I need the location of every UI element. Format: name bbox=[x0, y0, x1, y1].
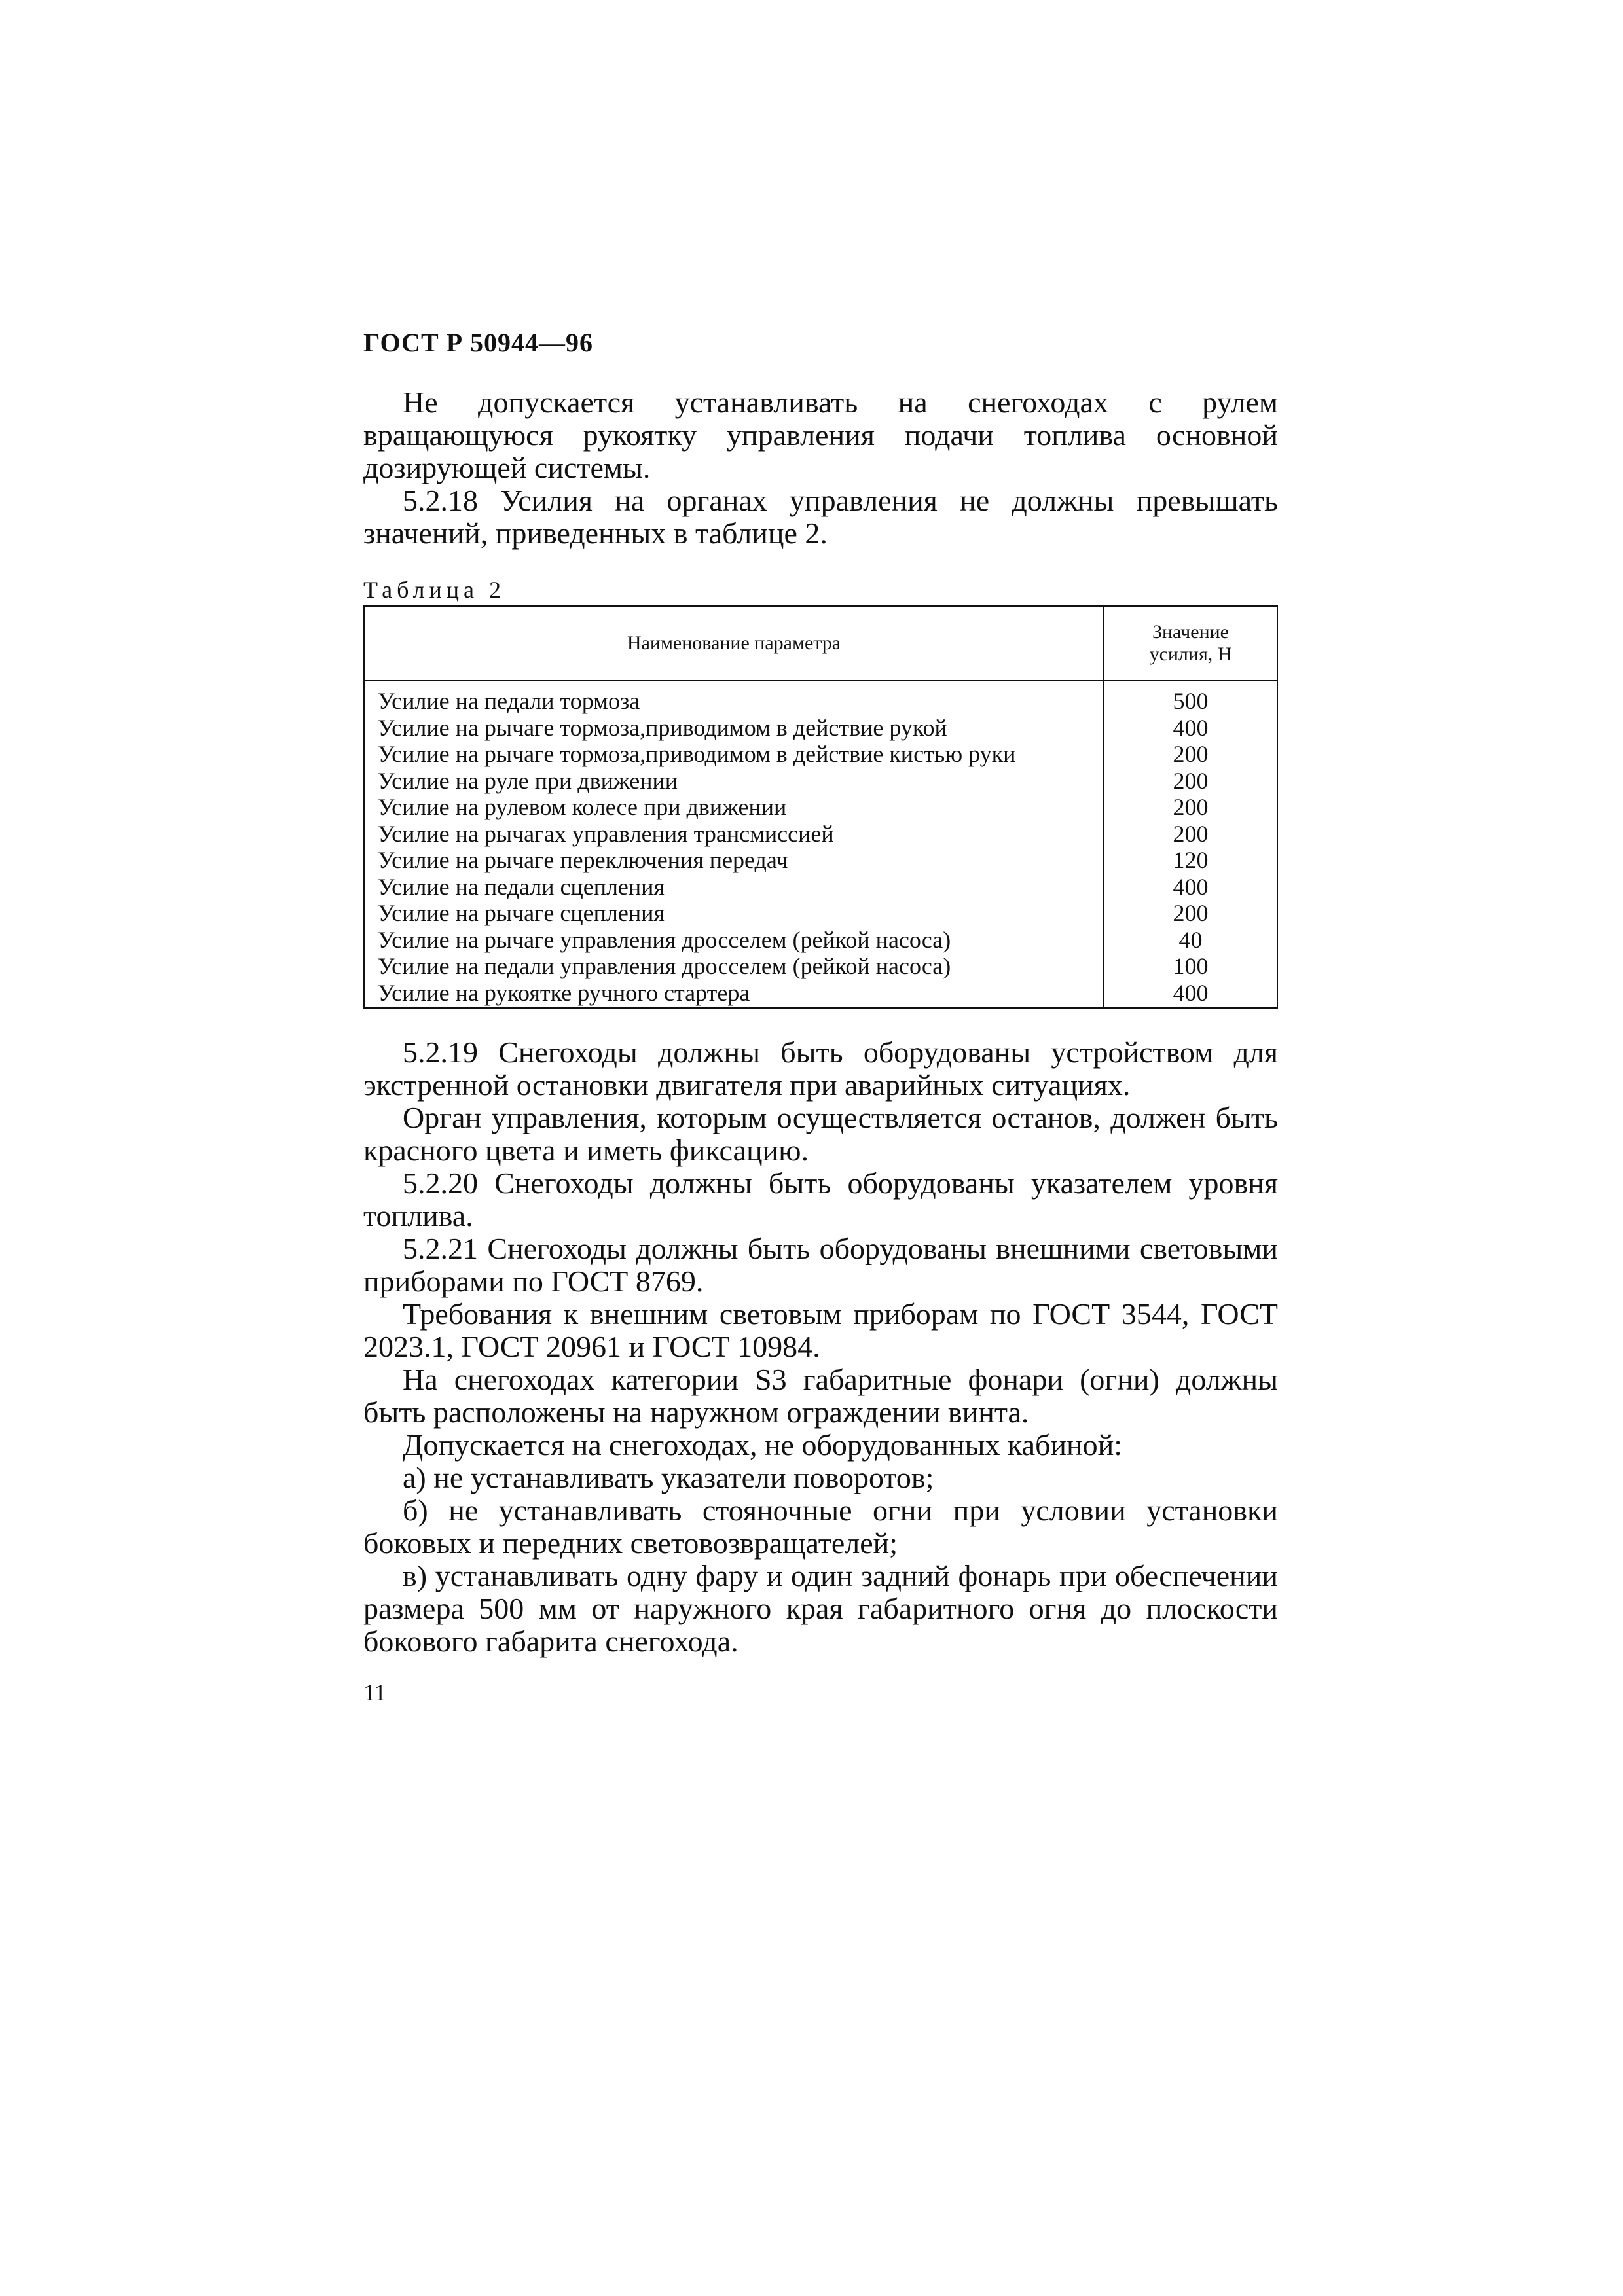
table-cell-name: Усилие на рукоятке ручного стартера bbox=[378, 979, 750, 1006]
list-item: б) не устанавливать стояночные огни при условии установки боковых и передних световозвращателей; bbox=[363, 1494, 1278, 1560]
column-header-value-line1: Значение bbox=[1152, 621, 1229, 643]
table-cell-value: 200 bbox=[1173, 820, 1209, 847]
list-item: а) не устанавливать указатели поворотов; bbox=[403, 1461, 934, 1494]
column-header-value-line2: усилия, Н bbox=[1149, 643, 1232, 665]
table-cell-name: Усилие на педали тормоза bbox=[378, 688, 640, 714]
page-number: 11 bbox=[363, 1679, 386, 1706]
table-cell-name: Усилие на рычаге сцепления bbox=[378, 900, 665, 926]
table-cell-value: 400 bbox=[1173, 714, 1209, 741]
table-cell-value: 100 bbox=[1173, 953, 1209, 979]
table-cell-value: 40 bbox=[1178, 926, 1203, 953]
table-cell-name: Усилие на рычаге тормоза,приводимом в действие рукой bbox=[378, 714, 947, 741]
paragraph: 5.2.21 Снегоходы должны быть оборудованы внешними световыми приборами по ГОСТ 8769. bbox=[363, 1232, 1278, 1298]
list-item: в) устанавливать одну фару и один задний фонарь при обеспечении размера 500 мм от наружного края габаритного огня до плоскости бокового габарита снегохода. bbox=[363, 1559, 1278, 1658]
column-header-parameter: Наименование параметра bbox=[365, 607, 1104, 680]
body-text bbox=[363, 1036, 1278, 1658]
table-cell-value: 500 bbox=[1173, 688, 1209, 714]
paragraph: 5.2.19 Снегоходы должны быть оборудованы устройством для экстренной остановки двигателя при аварийных ситуациях. bbox=[363, 1035, 1278, 1102]
paragraph: Допускается на снегоходах, не оборудованных кабиной: bbox=[403, 1428, 1123, 1462]
paragraph: Орган управления, которым осуществляется останов, должен быть красного цвета и иметь фиксацию. bbox=[363, 1101, 1278, 1167]
table-cell-name: Усилие на рулевом колесе при движении bbox=[378, 794, 787, 820]
table-cell-name: Усилие на рычагах управления трансмиссией bbox=[378, 820, 834, 847]
paragraph: 5.2.20 Снегоходы должны быть оборудованы указателем уровня топлива. bbox=[363, 1166, 1278, 1232]
table-cell-value: 400 bbox=[1173, 873, 1209, 900]
intro-text bbox=[363, 386, 1278, 550]
paragraph: На снегоходах категории S3 габаритные фонари (огни) должны быть расположены на наружном ограждении винта. bbox=[363, 1363, 1278, 1429]
table-cell-value: 200 bbox=[1173, 741, 1209, 767]
value-column bbox=[1104, 681, 1277, 1007]
paragraph: Не допускается устанавливать на снегоходах с рулем вращающуюся рукоятку управления подачи топлива основной дозирующей системы. bbox=[363, 386, 1278, 484]
table-cell-name: Усилие на рычаге тормоза,приводимом в действие кистью руки bbox=[378, 741, 1016, 767]
table-caption: Таблица 2 bbox=[363, 577, 505, 603]
table-cell-value: 200 bbox=[1173, 900, 1209, 926]
parameter-column bbox=[365, 681, 1104, 1007]
table-cell-name: Усилие на педали управления дросселем (рейкой насоса) bbox=[378, 953, 951, 979]
document-code: ГОСТ Р 50944—96 bbox=[363, 328, 594, 357]
table-cell-value: 200 bbox=[1173, 794, 1209, 820]
paragraph: 5.2.18 Усилия на органах управления не должны превышать значений, приведенных в таблице 2. bbox=[363, 484, 1278, 550]
table-cell-name: Усилие на педали сцепления bbox=[378, 873, 665, 900]
table-cell-name: Усилие на рычаге управления дросселем (рейкой насоса) bbox=[378, 926, 951, 953]
table-body bbox=[365, 681, 1277, 1007]
table-header bbox=[365, 607, 1277, 681]
force-table bbox=[363, 605, 1278, 1009]
table-cell-name: Усилие на рычаге переключения передач bbox=[378, 847, 788, 873]
table-cell-value: 120 bbox=[1173, 847, 1209, 873]
table-cell-value: 200 bbox=[1173, 767, 1209, 794]
table-cell-name: Усилие на руле при движении bbox=[378, 767, 678, 794]
paragraph: Требования к внешним световым приборам по ГОСТ 3544, ГОСТ 2023.1, ГОСТ 20961 и ГОСТ 10984. bbox=[363, 1297, 1278, 1363]
table-cell-value: 400 bbox=[1173, 979, 1209, 1006]
column-header-value bbox=[1104, 607, 1277, 680]
